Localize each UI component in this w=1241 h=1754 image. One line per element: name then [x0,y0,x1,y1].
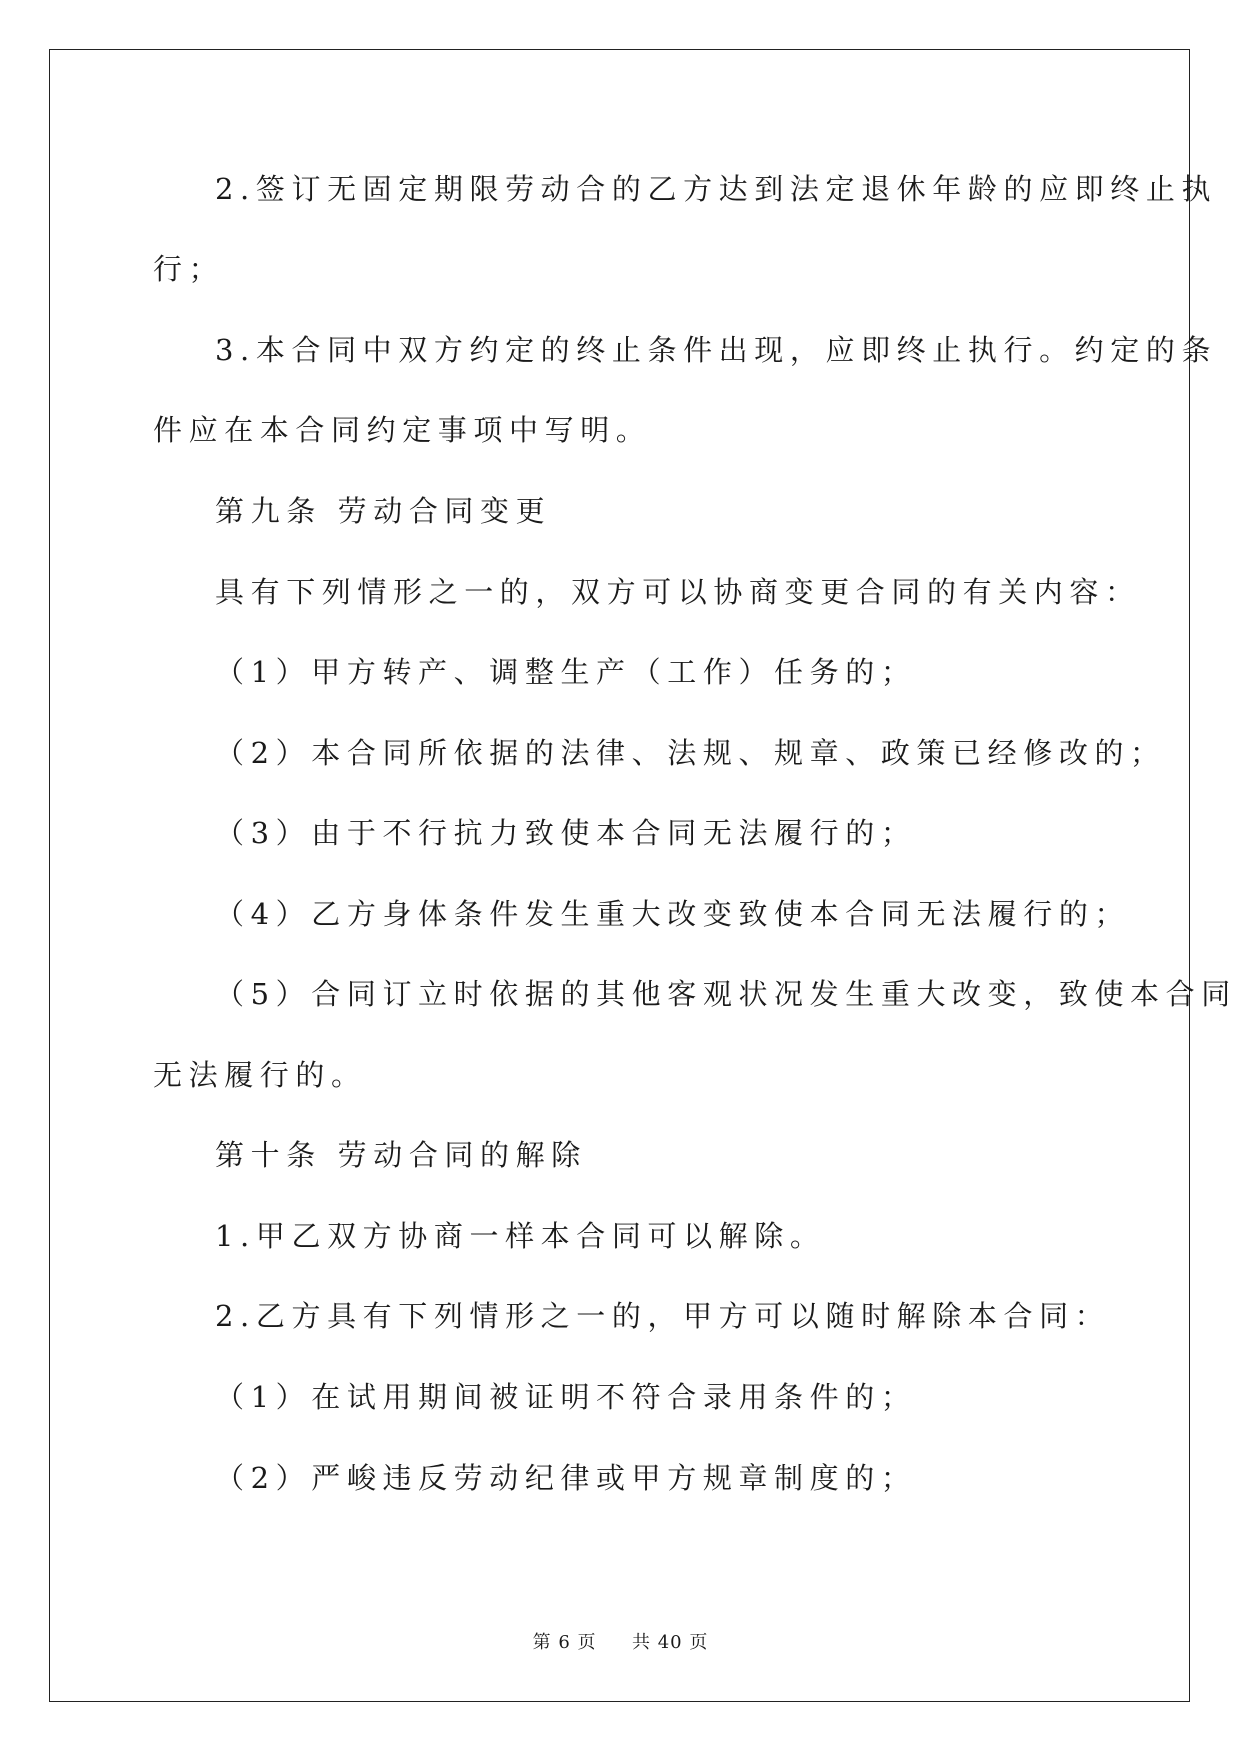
page-border [49,49,1190,1702]
section-heading: 第十条 劳动合同的解除 [215,1138,587,1172]
paragraph-line: 2.签订无固定期限劳动合的乙方达到法定退休年龄的应即终止执 [215,172,1218,206]
list-item: （1）甲方转产、调整生产（工作）任务的； [215,655,917,689]
list-item: （3）由于不行抗力致使本合同无法履行的； [215,816,917,850]
paragraph-line: 件应在本合同约定事项中写明。 [153,413,652,447]
list-item: （4）乙方身体条件发生重大改变致使本合同无法履行的； [215,897,1131,931]
section-heading: 第九条 劳动合同变更 [215,494,552,528]
paragraph-line: 具有下列情形之一的，双方可以协商变更合同的有关内容： [215,575,1141,609]
paragraph-line: 1.甲乙双方协商一样本合同可以解除。 [215,1219,826,1253]
page-total: 共 40 页 [632,1632,709,1653]
page-number: 第 6 页 [532,1632,597,1653]
paragraph-line: 2.乙方具有下列情形之一的，甲方可以随时解除本合同： [215,1299,1111,1333]
list-item: （1）在试用期间被证明不符合录用条件的； [215,1380,917,1414]
paragraph-line: 行； [153,252,225,286]
paragraph-line: 3.本合同中双方约定的终止条件出现，应即终止执行。约定的条 [215,333,1218,367]
list-item: （2）本合同所依据的法律、法规、规章、政策已经修改的； [215,736,1166,770]
page-footer [0,1628,1241,1654]
list-item: （5）合同订立时依据的其他客观状况发生重大改变，致使本合同 [215,977,1237,1011]
list-item: （2）严峻违反劳动纪律或甲方规章制度的； [215,1461,917,1495]
list-item-continuation: 无法履行的。 [153,1058,367,1092]
